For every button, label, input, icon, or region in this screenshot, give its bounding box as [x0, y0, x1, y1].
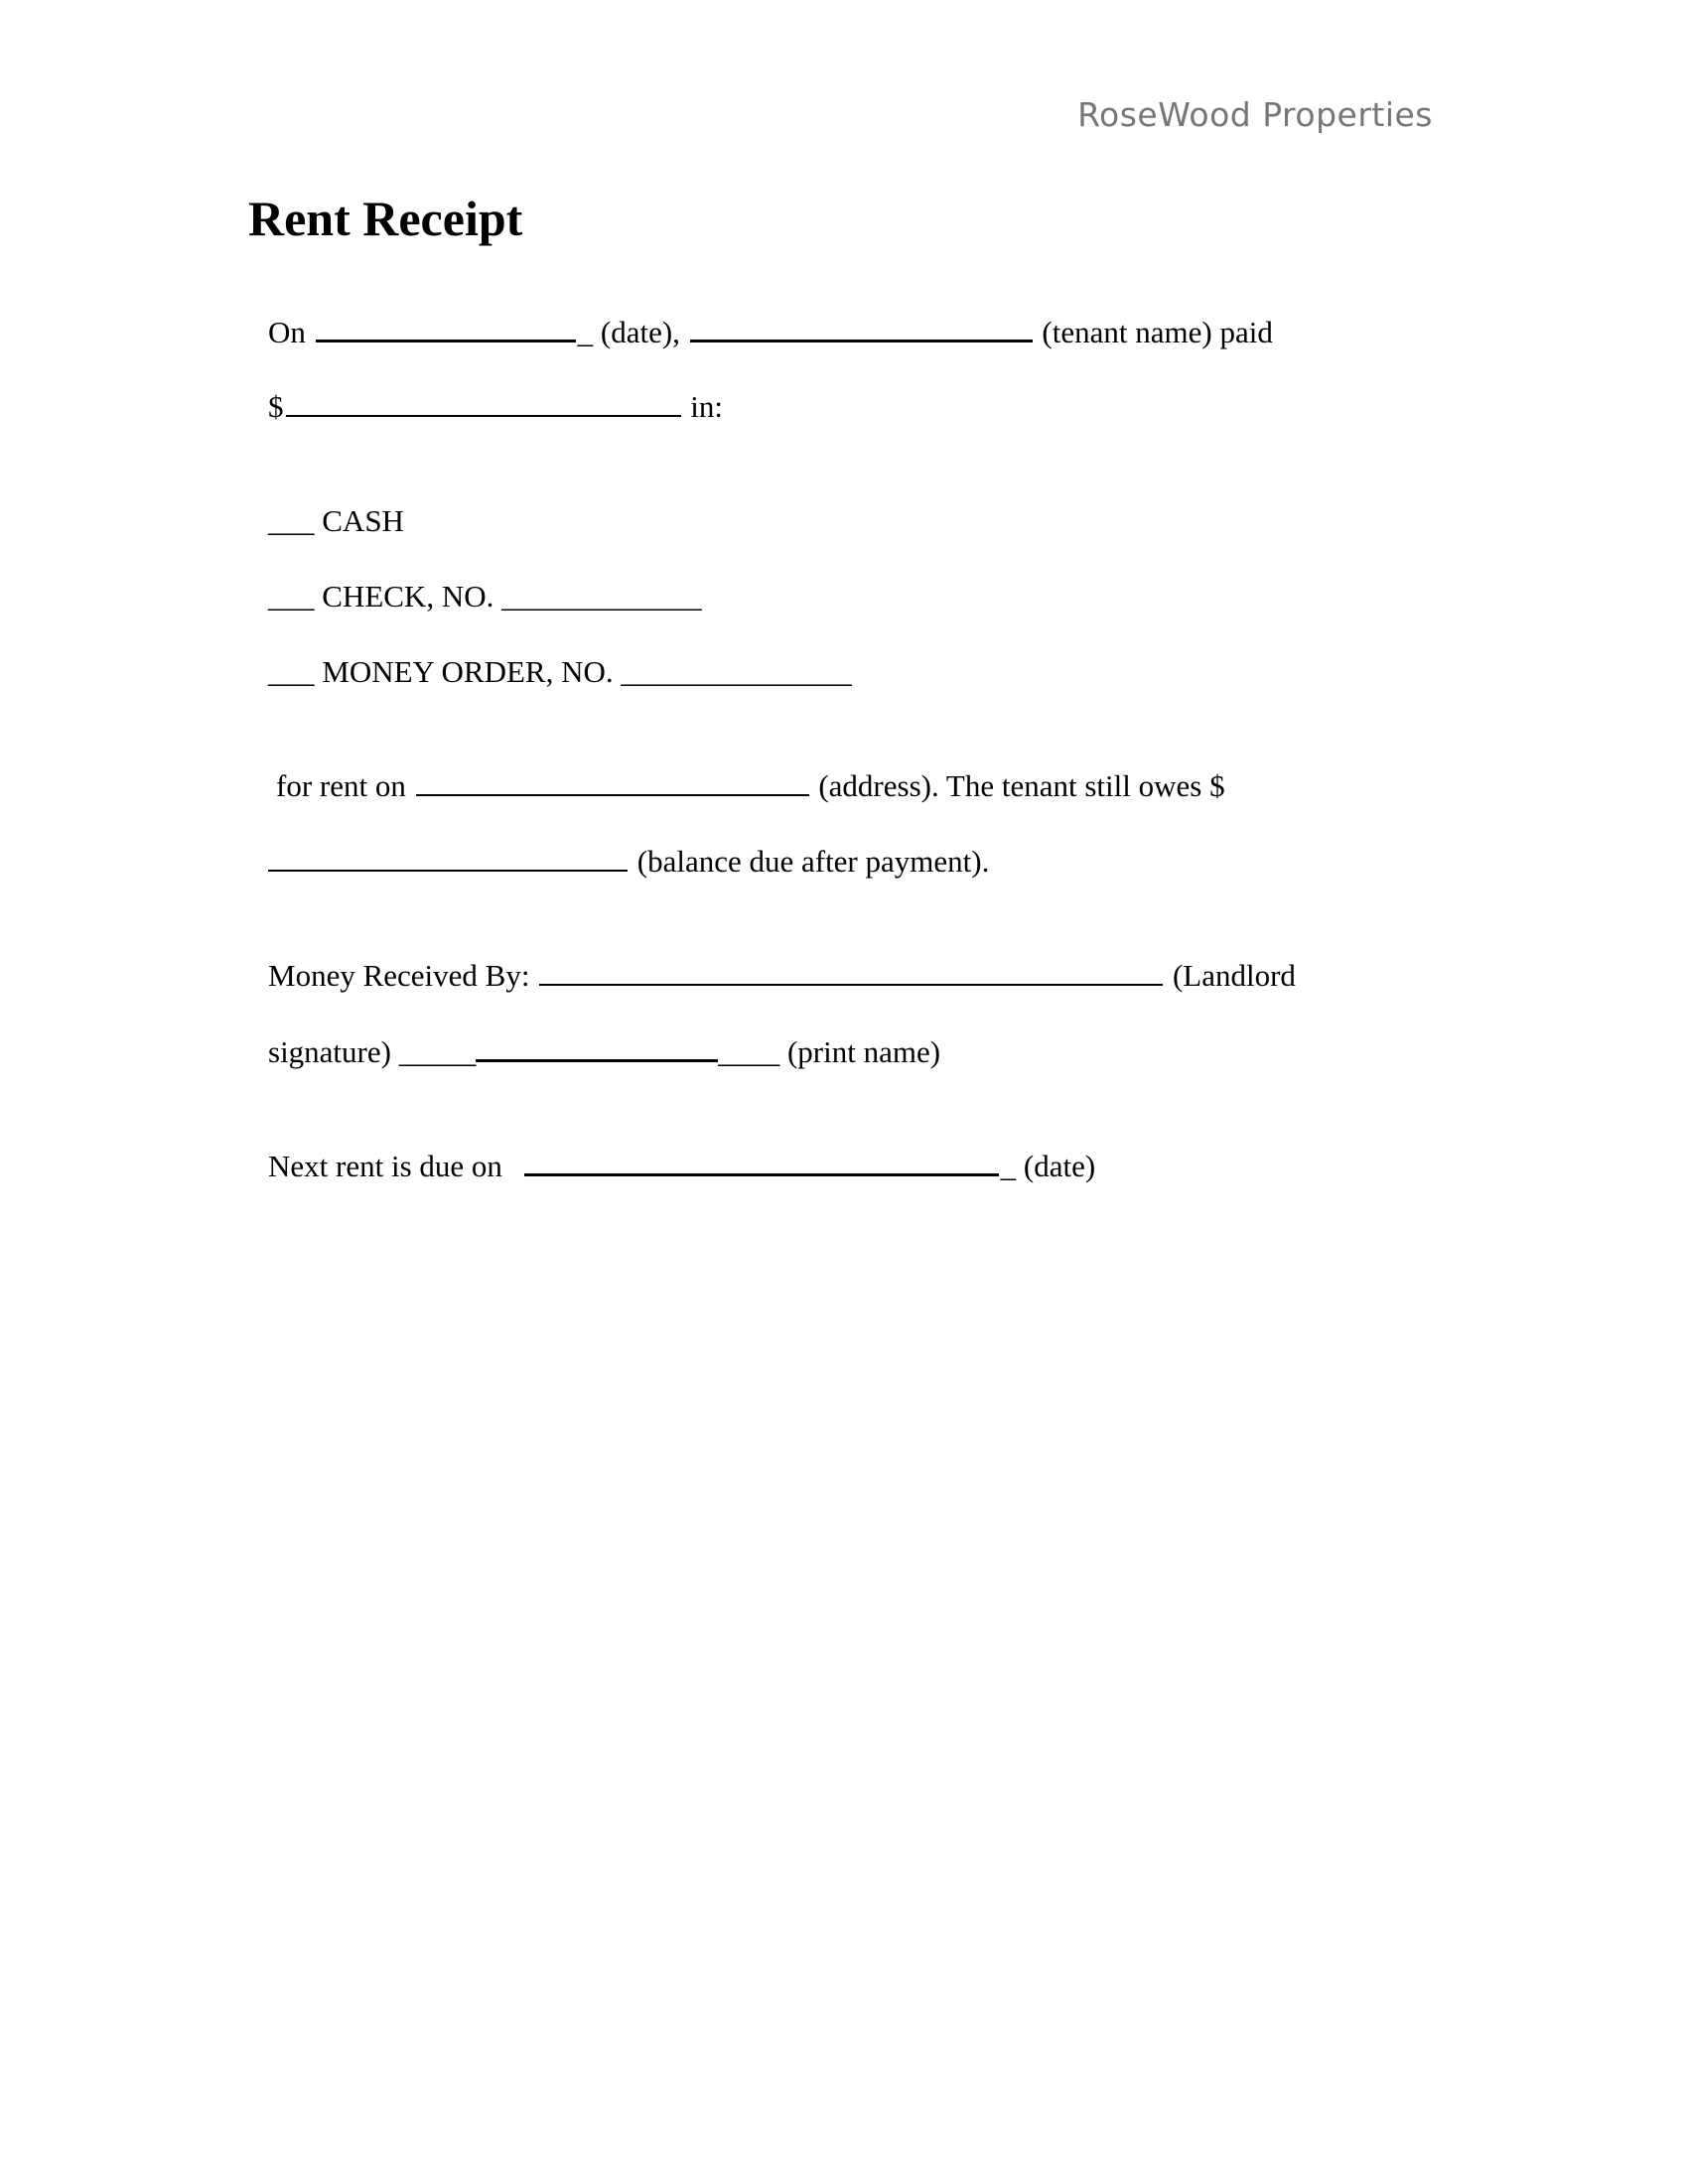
cash-option[interactable]	[268, 505, 404, 536]
balance-due-line	[268, 846, 989, 877]
money-order-option-label: ___ MONEY ORDER, NO. _______________	[268, 654, 852, 689]
next-rent-date-field[interactable]	[524, 1150, 999, 1176]
check-option[interactable]	[268, 581, 702, 612]
on-label: On	[268, 315, 306, 349]
landlord-label: (Landlord	[1172, 958, 1296, 993]
amount-paid-field[interactable]	[286, 391, 681, 417]
print-name-trail: ____	[718, 1034, 780, 1069]
print-name-label: (print name)	[786, 1034, 941, 1069]
cash-option-label: ___ CASH	[268, 503, 404, 538]
landlord-signature-field[interactable]	[539, 960, 1163, 986]
tenant-name-field[interactable]	[690, 316, 1033, 342]
payment-date-field[interactable]	[316, 316, 576, 342]
amount-paid-line	[268, 391, 723, 422]
next-rent-label: Next rent is due on	[268, 1149, 502, 1183]
company-name: RoseWood Properties	[1077, 95, 1433, 134]
document-title: Rent Receipt	[248, 191, 523, 246]
address-field[interactable]	[416, 770, 809, 796]
balance-due-field[interactable]	[268, 846, 628, 872]
money-received-line	[268, 960, 1296, 991]
print-name-line	[268, 1035, 940, 1067]
signature-label: signature) _____	[268, 1034, 477, 1069]
print-name-field[interactable]	[476, 1035, 718, 1062]
money-order-option[interactable]	[268, 656, 852, 687]
address-label: (address). The tenant still owes $	[818, 768, 1225, 803]
date-label: _ (date),	[577, 315, 680, 349]
next-rent-date-label: _ (date)	[1000, 1149, 1096, 1183]
rent-address-line	[276, 770, 1225, 801]
money-received-label: Money Received By:	[268, 958, 530, 993]
in-label: in:	[690, 389, 723, 424]
balance-due-label: (balance due after payment).	[636, 844, 990, 879]
next-rent-due-line	[268, 1150, 1095, 1181]
tenant-name-label: (tenant name) paid	[1042, 315, 1273, 349]
check-option-label: ___ CHECK, NO. _____________	[268, 579, 702, 614]
for-rent-label: for rent on	[276, 768, 406, 803]
dollar-sign: $	[268, 389, 284, 424]
payment-date-tenant-line	[268, 316, 1273, 347]
